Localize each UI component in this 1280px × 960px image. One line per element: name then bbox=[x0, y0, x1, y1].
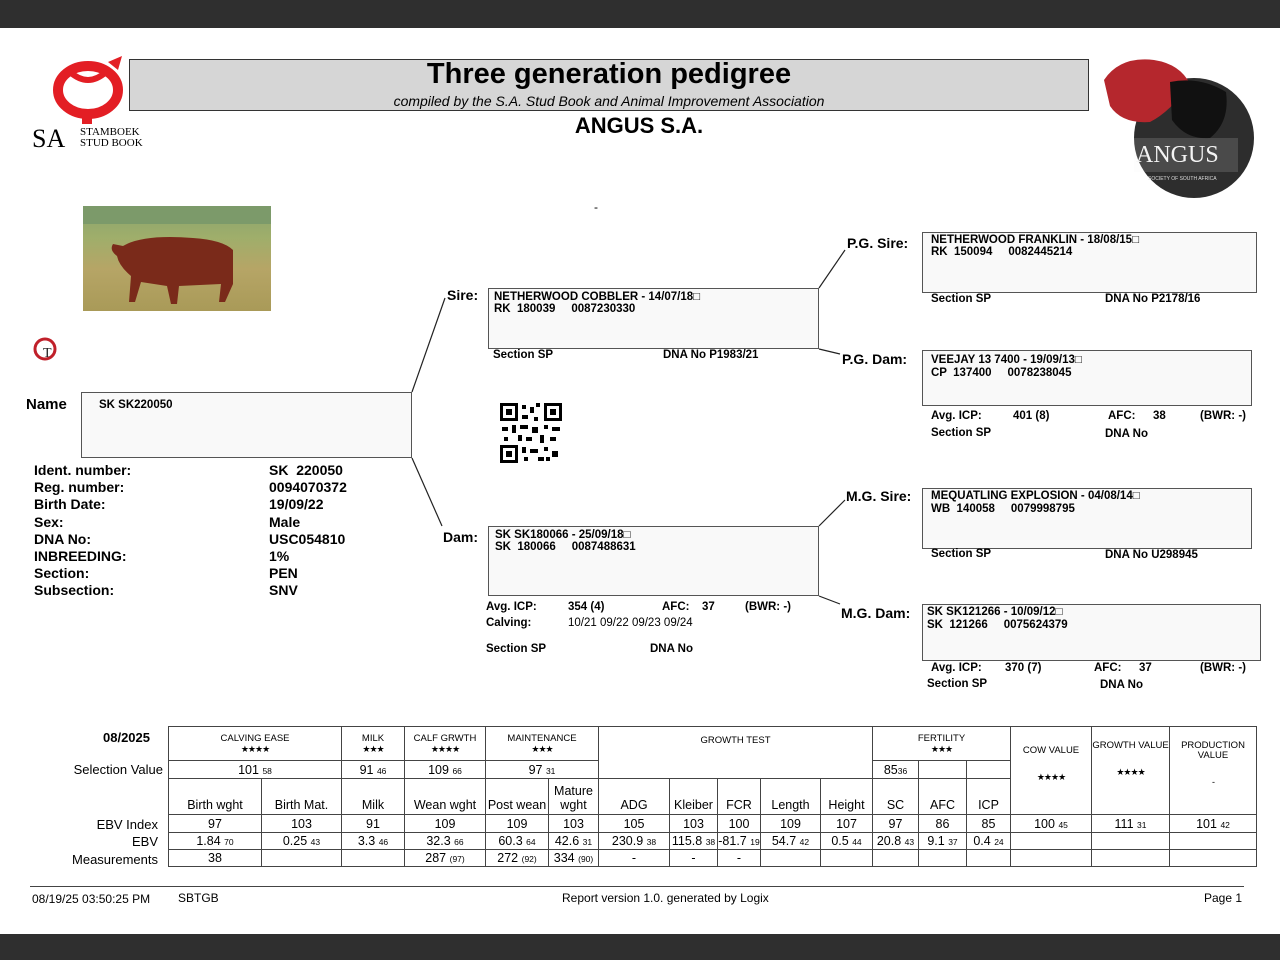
mg-sire-reg: WB 140058 0079998795 bbox=[931, 503, 1075, 515]
fertility-title: FERTILITY bbox=[917, 732, 966, 744]
ebv-index-value: 86 bbox=[935, 816, 950, 831]
ebv-value: 115.8 bbox=[671, 834, 703, 848]
bottom-bar bbox=[0, 934, 1280, 960]
ebv-index-label: EBV Index bbox=[96, 817, 158, 832]
ebv-value: 54.7 bbox=[771, 834, 797, 848]
growth-test-header bbox=[599, 727, 873, 779]
ebv-accuracy: 38 bbox=[705, 837, 716, 847]
empty-cell bbox=[1011, 833, 1092, 850]
selection-accuracy: 31 bbox=[545, 765, 556, 776]
measurements-row bbox=[169, 850, 1257, 867]
dam-dna: DNA No bbox=[650, 643, 694, 655]
value-index: 101 bbox=[1196, 816, 1217, 831]
mg-dam-box bbox=[922, 604, 1261, 661]
ebv-index-value: 97 bbox=[888, 816, 903, 831]
measurement-value: - bbox=[691, 851, 696, 865]
measurement-cell bbox=[262, 850, 342, 867]
maintenance-header bbox=[486, 727, 599, 761]
selection-value-label: Selection Value bbox=[73, 762, 163, 777]
ebv-cell bbox=[718, 833, 761, 850]
sire-section: Section SP bbox=[493, 349, 554, 361]
calving-ease-header bbox=[169, 727, 342, 761]
pg-dam-afc: 38 bbox=[1153, 410, 1166, 422]
ebv-accuracy: 37 bbox=[948, 837, 958, 847]
column-header-label: Mature wght bbox=[554, 784, 593, 812]
sex: Male bbox=[269, 513, 301, 530]
ebv-index-value: 109 bbox=[434, 816, 456, 831]
column-header-label: AFC bbox=[930, 798, 955, 812]
name-label: Name bbox=[26, 396, 67, 413]
measurement-cell bbox=[821, 850, 873, 867]
mg-dam-avg-icp-label: Avg. ICP: bbox=[931, 662, 982, 674]
ebv-index-value: 103 bbox=[683, 816, 704, 831]
ebv-value: 230.9 bbox=[611, 834, 644, 848]
animal-name: SK SK220050 bbox=[99, 399, 173, 411]
ebv-index-value: 105 bbox=[623, 816, 645, 831]
ebv-accuracy: 24 bbox=[994, 837, 1004, 847]
dam-section: Section SP bbox=[486, 643, 547, 655]
ebv-value: 0.25 bbox=[282, 834, 308, 848]
ebv-index-cell bbox=[342, 815, 405, 833]
measurement-cell bbox=[169, 850, 262, 867]
animal-info-labels bbox=[34, 462, 264, 600]
section: PEN bbox=[269, 565, 298, 582]
value-index: 111 bbox=[1114, 816, 1134, 831]
value-index-cell bbox=[1011, 815, 1092, 833]
measurement-value: - bbox=[631, 851, 637, 865]
sire-dna: DNA No P1983/21 bbox=[663, 349, 759, 361]
selection-accuracy: 66 bbox=[452, 765, 462, 776]
column-header-label: Wean wght bbox=[413, 798, 477, 812]
sire-label: Sire: bbox=[447, 287, 479, 303]
measurement-cell bbox=[670, 850, 718, 867]
ebv-index-value: 109 bbox=[506, 816, 528, 831]
info-label: Ident. number: bbox=[34, 462, 132, 478]
selection-value: 101 bbox=[238, 762, 259, 777]
mg-dam-bwr: (BWR: -) bbox=[1200, 662, 1246, 674]
column-header-label: Length bbox=[771, 798, 810, 812]
column-header bbox=[599, 779, 670, 815]
mg-dam-afc: 37 bbox=[1139, 662, 1152, 674]
animal-name-box bbox=[81, 392, 412, 458]
empty-cell bbox=[1170, 850, 1257, 867]
ebv-accuracy: 42 bbox=[799, 837, 810, 847]
pg-dam-name: VEEJAY 13 7400 - 19/09/13□ bbox=[931, 354, 1082, 366]
measurement-cell bbox=[761, 850, 821, 867]
maintenance-stars: ★★★ bbox=[531, 743, 553, 754]
footer-rule bbox=[30, 886, 1244, 887]
info-label: Subsection: bbox=[34, 582, 115, 599]
production-value-stars: - bbox=[1212, 777, 1214, 787]
value-index-cell bbox=[1170, 815, 1257, 833]
ebv-cell bbox=[873, 833, 919, 850]
ebv-accuracy: 38 bbox=[646, 837, 657, 847]
ebv-value: 32.3 bbox=[426, 834, 451, 848]
measurement-accuracy: (97) bbox=[449, 854, 465, 864]
ebv-accuracy: 46 bbox=[378, 837, 389, 847]
empty-cell bbox=[1092, 850, 1170, 867]
ebv-index-cell bbox=[486, 815, 549, 833]
pg-dam-section: Section SP bbox=[931, 427, 992, 439]
calving-ease-stars: ★★★★ bbox=[240, 743, 270, 754]
ebv-accuracy: 44 bbox=[852, 837, 862, 847]
column-header-label: Height bbox=[828, 798, 865, 812]
selection-calf-growth bbox=[405, 761, 486, 779]
ebv-cell bbox=[599, 833, 670, 850]
ebv-index-value: 91 bbox=[366, 816, 380, 831]
mg-dam-avg-icp: 370 (7) bbox=[1005, 662, 1042, 674]
pg-dam-reg: CP 137400 0078238045 bbox=[931, 367, 1072, 379]
ebv-accuracy: 66 bbox=[454, 837, 464, 847]
breed-title: ANGUS S.A. bbox=[574, 113, 704, 138]
sire-box bbox=[488, 288, 819, 349]
measurement-value: 287 bbox=[425, 851, 447, 865]
selection-icp-empty bbox=[967, 761, 1011, 779]
mg-sire-section: Section SP bbox=[931, 548, 992, 560]
column-header-label: Milk bbox=[361, 798, 385, 812]
angus-logo-subtext: SOCIETY OF SOUTH AFRICA bbox=[1148, 176, 1217, 182]
ebv-value: 42.6 bbox=[554, 834, 580, 848]
ebv-value: 1.84 bbox=[196, 834, 221, 848]
mg-sire-label: M.G. Sire: bbox=[846, 488, 912, 504]
fertility-header bbox=[873, 727, 1011, 761]
calf-growth-header bbox=[405, 727, 486, 761]
center-dash: - bbox=[594, 200, 598, 214]
mg-sire-box bbox=[922, 488, 1252, 549]
selection-accuracy: 36 bbox=[897, 765, 908, 776]
birth-date: 19/09/22 bbox=[269, 496, 324, 513]
growth-value-stars: ★★★★ bbox=[1116, 767, 1145, 777]
measurement-cell bbox=[549, 850, 599, 867]
ebv-value: 20.8 bbox=[876, 834, 902, 848]
dam-reg: SK 180066 0087488631 bbox=[495, 541, 636, 553]
selection-accuracy: 46 bbox=[376, 765, 387, 776]
ebv-accuracy: 19 bbox=[750, 837, 760, 847]
ebv-index-row bbox=[169, 815, 1257, 833]
ebv-value: -81.7 bbox=[718, 834, 747, 848]
pg-sire-reg: RK 150094 0082445214 bbox=[931, 246, 1073, 258]
mg-sire-name: MEQUATLING EXPLOSION - 04/08/14□ bbox=[931, 490, 1140, 502]
dam-box bbox=[488, 526, 819, 596]
ebv-value: 9.1 bbox=[927, 834, 945, 848]
dam-bwr: (BWR: -) bbox=[745, 601, 791, 613]
ebv-value: 3.3 bbox=[357, 834, 376, 848]
column-header bbox=[919, 779, 967, 815]
empty-cell bbox=[1170, 833, 1257, 850]
measurement-accuracy: (90) bbox=[578, 854, 594, 864]
ebv-cell bbox=[169, 833, 262, 850]
mg-dam-afc-label: AFC: bbox=[1094, 662, 1122, 674]
column-header-label: FCR bbox=[726, 798, 752, 812]
ebv-index-cell bbox=[873, 815, 919, 833]
column-header bbox=[262, 779, 342, 815]
calving-ease-title: CALVING EASE bbox=[220, 732, 290, 744]
selection-milk bbox=[342, 761, 405, 779]
column-header-label: Kleiber bbox=[674, 798, 713, 812]
fertility-stars: ★★★ bbox=[930, 743, 953, 754]
column-header-label: Birth Mat. bbox=[274, 798, 329, 812]
column-header bbox=[821, 779, 873, 815]
measurement-value: 38 bbox=[208, 851, 222, 865]
pg-sire-section: Section SP bbox=[931, 293, 992, 305]
production-value-title: PRODUCTION VALUE bbox=[1181, 740, 1245, 761]
ebv-value: 0.5 bbox=[831, 834, 849, 848]
footer-page: Page 1 bbox=[1204, 891, 1243, 905]
column-header-label: ADG bbox=[620, 798, 648, 812]
ebv-index-value: 85 bbox=[981, 816, 996, 831]
ebv-cell bbox=[549, 833, 599, 850]
value-index: 100 bbox=[1034, 816, 1055, 831]
animal-info-values bbox=[269, 462, 429, 600]
measurement-cell bbox=[967, 850, 1011, 867]
measurement-cell bbox=[873, 850, 919, 867]
ebv-cell bbox=[262, 833, 342, 850]
logo-stamboek-text: STAMBOEK bbox=[80, 126, 140, 138]
measurement-accuracy: (92) bbox=[521, 854, 537, 864]
measurement-cell bbox=[919, 850, 967, 867]
dam-avg-icp: 354 (4) bbox=[568, 601, 605, 613]
ebv-index-cell bbox=[599, 815, 670, 833]
milk-header bbox=[342, 727, 405, 761]
column-header-label: Post wean bbox=[487, 798, 547, 812]
cow-value-header bbox=[1011, 727, 1092, 815]
pg-dam-label: P.G. Dam: bbox=[842, 351, 908, 367]
ebv-index-value: 107 bbox=[836, 816, 857, 831]
selection-value: 85 bbox=[883, 762, 898, 777]
pg-dam-box bbox=[922, 350, 1252, 406]
ebv-index-cell bbox=[262, 815, 342, 833]
column-header bbox=[342, 779, 405, 815]
selection-afc-empty bbox=[919, 761, 967, 779]
ebv-index-cell bbox=[670, 815, 718, 833]
column-header bbox=[670, 779, 718, 815]
reg-number: 0094070372 bbox=[269, 479, 347, 496]
ebv-index-cell bbox=[549, 815, 599, 833]
column-header bbox=[405, 779, 486, 815]
ebv-index-cell bbox=[967, 815, 1011, 833]
dam-name: SK SK180066 - 25/09/18□ bbox=[495, 529, 631, 541]
column-header bbox=[169, 779, 262, 815]
mg-dam-name: SK SK121266 - 10/09/12□ bbox=[927, 606, 1063, 618]
footer-code: SBTGB bbox=[178, 891, 219, 905]
selection-value: 91 bbox=[359, 762, 374, 777]
ebv-cell bbox=[761, 833, 821, 850]
info-label: Sex: bbox=[34, 513, 64, 530]
pg-sire-box bbox=[922, 232, 1257, 293]
ebv-cell bbox=[486, 833, 549, 850]
ebv-index-value: 103 bbox=[291, 816, 312, 831]
ebv-index-cell bbox=[761, 815, 821, 833]
ebv-index-value: 100 bbox=[728, 816, 750, 831]
cow-value-stars: ★★★★ bbox=[1036, 772, 1066, 782]
milk-title: MILK bbox=[361, 732, 385, 744]
selection-fertility bbox=[873, 761, 919, 779]
production-value-header bbox=[1170, 727, 1257, 815]
maintenance-title: MAINTENANCE bbox=[507, 732, 577, 744]
ebv-cell bbox=[967, 833, 1011, 850]
measurement-cell bbox=[342, 850, 405, 867]
subsection: SNV bbox=[269, 582, 298, 599]
dam-calving-label: Calving: bbox=[486, 617, 532, 629]
growth-value-header bbox=[1092, 727, 1170, 815]
ebv-index-cell bbox=[169, 815, 262, 833]
ebv-accuracy: 43 bbox=[904, 837, 915, 847]
info-label: DNA No: bbox=[34, 530, 92, 547]
value-index-cell bbox=[1092, 815, 1170, 833]
pg-dam-avg-icp-label: Avg. ICP: bbox=[931, 410, 982, 422]
mg-sire-dna: DNA No U298945 bbox=[1105, 549, 1198, 561]
pg-dam-afc-label: AFC: bbox=[1108, 410, 1136, 422]
measurement-cell bbox=[599, 850, 670, 867]
pg-sire-dna: DNA No P2178/16 bbox=[1105, 293, 1201, 305]
ebv-cell bbox=[670, 833, 718, 850]
ebv-index-cell bbox=[821, 815, 873, 833]
column-header-label: ICP bbox=[978, 798, 999, 812]
ebv-index-value: 109 bbox=[780, 816, 801, 831]
sire-name: NETHERWOOD COBBLER - 14/07/18□ bbox=[494, 291, 701, 303]
column-header-label: SC bbox=[886, 798, 905, 812]
ebv-label: EBV bbox=[131, 834, 158, 849]
measurement-cell bbox=[718, 850, 761, 867]
dna-no: USC054810 bbox=[269, 530, 346, 547]
mg-dam-label: M.G. Dam: bbox=[841, 605, 911, 621]
dam-calving: 10/21 09/22 09/23 09/24 bbox=[568, 617, 693, 629]
ident-number: SK 220050 bbox=[269, 462, 343, 478]
measurement-value: - bbox=[736, 851, 742, 865]
ebv-accuracy: 64 bbox=[526, 837, 536, 847]
ebv-index-cell bbox=[919, 815, 967, 833]
info-label: Section: bbox=[34, 565, 90, 582]
logo-studbook-text: STUD BOOK bbox=[80, 137, 143, 149]
calf-growth-title: CALF GRWTH bbox=[413, 732, 477, 744]
ebv-value: 0.4 bbox=[973, 834, 991, 848]
value-index-accuracy: 45 bbox=[1058, 819, 1068, 830]
ebv-cell bbox=[405, 833, 486, 850]
dam-afc-label: AFC: bbox=[662, 601, 690, 613]
column-header bbox=[761, 779, 821, 815]
selection-value: 97 bbox=[528, 762, 543, 777]
column-header bbox=[486, 779, 549, 815]
growth-value-title: GROWTH VALUE bbox=[1092, 740, 1169, 751]
measurement-value: 334 bbox=[553, 851, 575, 865]
selection-maintenance bbox=[486, 761, 599, 779]
info-label: Birth Date: bbox=[34, 496, 106, 513]
milk-stars: ★★★ bbox=[362, 743, 384, 754]
selection-accuracy: 58 bbox=[262, 765, 272, 776]
logo-sa-text: SA bbox=[32, 124, 66, 153]
column-header-label: Birth wght bbox=[187, 798, 243, 812]
pg-dam-bwr: (BWR: -) bbox=[1200, 410, 1246, 422]
ebv-table bbox=[168, 726, 1257, 867]
calf-growth-stars: ★★★★ bbox=[430, 743, 460, 754]
selection-calving-ease bbox=[169, 761, 342, 779]
measurement-cell bbox=[486, 850, 549, 867]
mg-dam-section: Section SP bbox=[927, 678, 988, 690]
ebv-index-value: 97 bbox=[208, 816, 222, 831]
pg-dam-avg-icp: 401 (8) bbox=[1013, 410, 1050, 422]
ebv-value: 60.3 bbox=[498, 834, 523, 848]
column-header bbox=[873, 779, 919, 815]
ebv-date: 08/2025 bbox=[103, 730, 150, 745]
footer-timestamp: 08/19/25 03:50:25 PM bbox=[32, 892, 151, 906]
mg-dam-reg: SK 121266 0075624379 bbox=[927, 619, 1068, 631]
measurement-cell bbox=[405, 850, 486, 867]
column-header bbox=[967, 779, 1011, 815]
empty-cell bbox=[1092, 833, 1170, 850]
measurement-value: 272 bbox=[497, 851, 519, 865]
value-index-accuracy: 42 bbox=[1220, 819, 1230, 830]
angus-logo-text: ANGUS bbox=[1136, 142, 1219, 168]
ebv-index-value: 103 bbox=[563, 816, 584, 831]
ebv-accuracy: 70 bbox=[224, 837, 234, 847]
ebv-row bbox=[169, 833, 1257, 850]
footer-report: Report version 1.0. generated by Logix bbox=[562, 891, 769, 905]
cow-value-title: COW VALUE bbox=[1022, 745, 1080, 756]
dam-label: Dam: bbox=[443, 529, 479, 545]
ebv-cell bbox=[342, 833, 405, 850]
inbreeding: 1% bbox=[269, 548, 290, 565]
pg-dam-dna: DNA No bbox=[1105, 428, 1149, 440]
dam-afc: 37 bbox=[702, 601, 715, 613]
svg-text:T: T bbox=[43, 346, 52, 361]
page-title: Three generation pedigree bbox=[426, 58, 792, 90]
selection-value: 109 bbox=[428, 762, 449, 777]
measurements-label: Measurements bbox=[72, 852, 158, 867]
dam-avg-icp-label: Avg. ICP: bbox=[486, 601, 537, 613]
mg-dam-dna: DNA No bbox=[1100, 679, 1144, 691]
info-label: Reg. number: bbox=[34, 479, 125, 496]
ebv-accuracy: 31 bbox=[582, 837, 593, 847]
growth-test-title: GROWTH TEST bbox=[700, 735, 771, 746]
column-header bbox=[718, 779, 761, 815]
ebv-cell bbox=[821, 833, 873, 850]
pg-sire-name: NETHERWOOD FRANKLIN - 18/08/15□ bbox=[931, 234, 1140, 246]
ebv-index-cell bbox=[718, 815, 761, 833]
value-index-accuracy: 31 bbox=[1137, 819, 1147, 830]
page-subtitle: compiled by the S.A. Stud Book and Animal Improvement Association bbox=[393, 93, 825, 109]
info-label: INBREEDING: bbox=[34, 548, 127, 565]
ebv-cell bbox=[919, 833, 967, 850]
sire-reg: RK 180039 0087230330 bbox=[494, 303, 636, 315]
column-header bbox=[549, 779, 599, 815]
ebv-index-cell bbox=[405, 815, 486, 833]
empty-cell bbox=[1011, 850, 1092, 867]
ebv-accuracy: 43 bbox=[310, 837, 321, 847]
pg-sire-label: P.G. Sire: bbox=[847, 235, 909, 251]
